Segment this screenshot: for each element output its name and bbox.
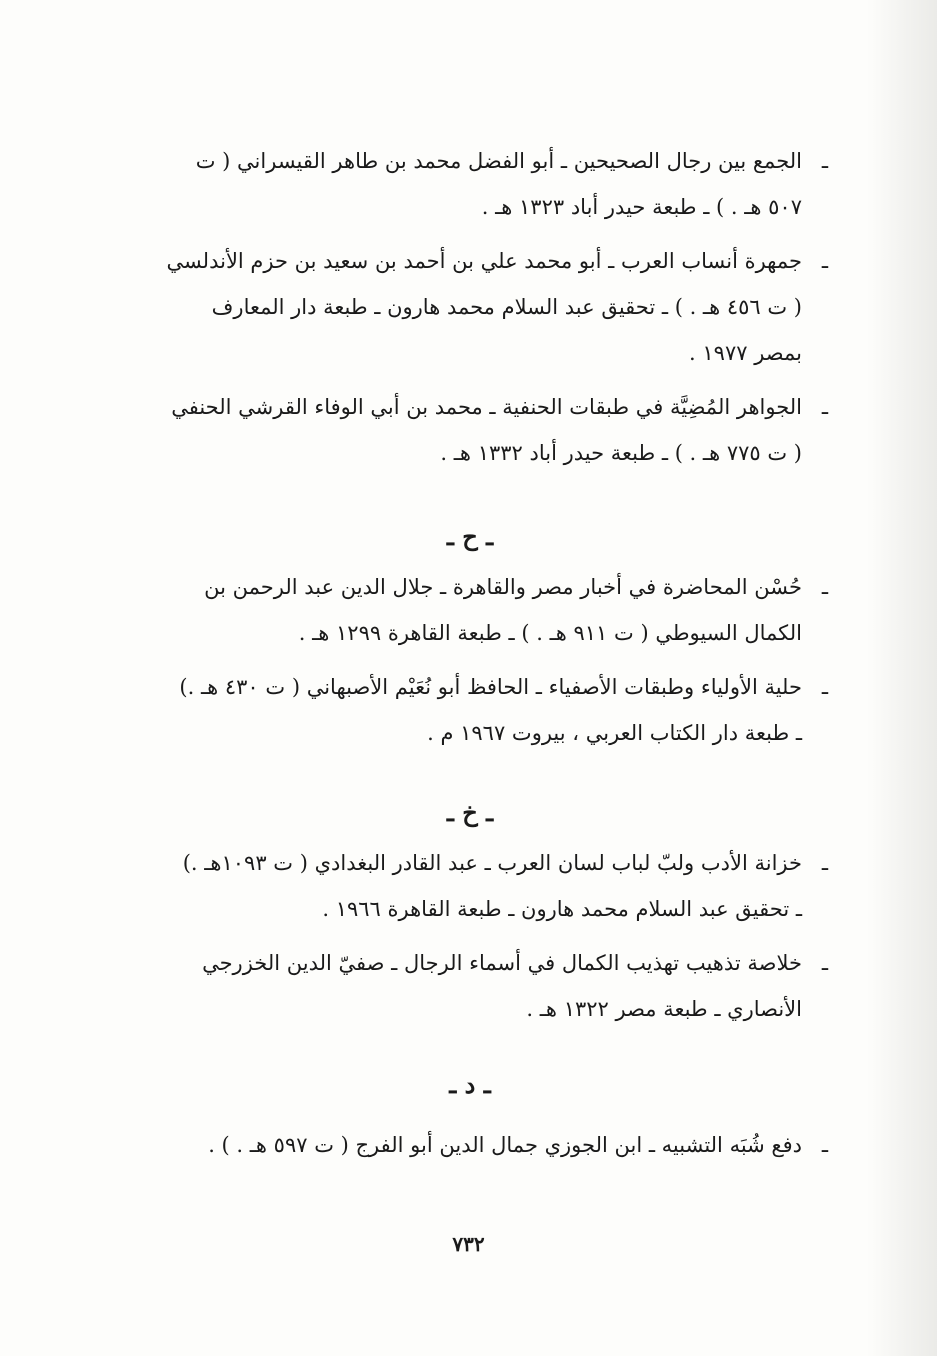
entry-line: ـ تحقيق عبد السلام محمد هارون ـ طبعة القاهرة ١٩٦٦ . — [322, 897, 802, 921]
bibliography-entry — [138, 664, 828, 756]
bibliography-entry — [138, 1122, 828, 1168]
page-number: ٧٣٢ — [452, 1232, 485, 1256]
entry-line: ( ت ٧٧٥ هـ . ) ـ طبعة حيدر أباد ١٣٣٢ هـ . — [440, 441, 802, 465]
section — [138, 1062, 828, 1168]
entry-line: ٥٠٧ هـ . ) ـ طبعة حيدر أباد ١٣٢٣ هـ . — [481, 195, 802, 219]
section — [138, 790, 828, 1032]
entry-dash: ـ — [821, 395, 828, 419]
entry-line: خزانة الأدب ولبّ لباب لسان العرب ـ عبد القادر البغدادي ( ت ١٠٩٣هـ .) — [182, 851, 802, 875]
entry-dash: ـ — [821, 951, 828, 975]
section-heading: ـ ح ـ — [446, 522, 494, 551]
bibliography-entry — [138, 384, 828, 476]
entry-line: الأنصاري ـ طبعة مصر ١٣٢٢ هـ . — [526, 997, 802, 1021]
entry-dash: ـ — [821, 675, 828, 699]
entry-line: ـ طبعة دار الكتاب العربي ، بيروت ١٩٦٧ م . — [427, 721, 802, 745]
entry-dash: ـ — [821, 1133, 828, 1157]
entry-dash: ـ — [821, 149, 828, 173]
bibliography-entry — [138, 238, 828, 376]
entry-line: حُسْن المحاضرة في أخبار مصر والقاهرة ـ جلال الدين عبد الرحمن بن — [204, 575, 802, 599]
entry-dash: ـ — [821, 575, 828, 599]
entry-line: جمهرة أنساب العرب ـ أبو محمد علي بن أحمد بن سعيد بن حزم الأندلسي — [166, 249, 802, 273]
entry-dash: ـ — [821, 249, 828, 273]
bibliography-entry — [138, 138, 828, 230]
section-heading: ـ خ ـ — [446, 798, 494, 827]
entry-line: الجمع بين رجال الصحيحين ـ أبو الفضل محمد بن طاهر القيسراني ( ت — [195, 149, 802, 173]
bibliography-entry — [138, 940, 828, 1032]
bibliography-list — [138, 138, 828, 1176]
bibliography-entry — [138, 564, 828, 656]
entry-line: الكمال السيوطي ( ت ٩١١ هـ . ) ـ طبعة القاهرة ١٢٩٩ هـ . — [298, 621, 802, 645]
section — [138, 138, 828, 476]
entry-line: الجواهر المُضِيَّة في طبقات الحنفية ـ محمد بن أبي الوفاء القرشي الحنفي — [171, 395, 802, 419]
entry-line: حلية الأولياء وطبقات الأصفياء ـ الحافظ أبو نُعَيْم الأصبهاني ( ت ٤٣٠ هـ .) — [179, 675, 802, 699]
page-edge-shadow — [867, 0, 937, 1356]
entry-dash: ـ — [821, 851, 828, 875]
entry-line: خلاصة تذهيب تهذيب الكمال في أسماء الرجال ـ صفيّ الدين الخزرجي — [202, 951, 802, 975]
entry-line: ( ت ٤٥٦ هـ . ) ـ تحقيق عبد السلام محمد هارون ـ طبعة دار المعارف — [211, 295, 802, 319]
section-heading: ـ د ـ — [449, 1070, 491, 1099]
entry-line: بمصر ١٩٧٧ . — [689, 341, 802, 365]
entry-line: دفع شُبَه التشبيه ـ ابن الجوزي جمال الدين أبو الفرج ( ت ٥٩٧ هـ . ) . — [208, 1133, 802, 1157]
section — [138, 514, 828, 756]
bibliography-entry — [138, 840, 828, 932]
